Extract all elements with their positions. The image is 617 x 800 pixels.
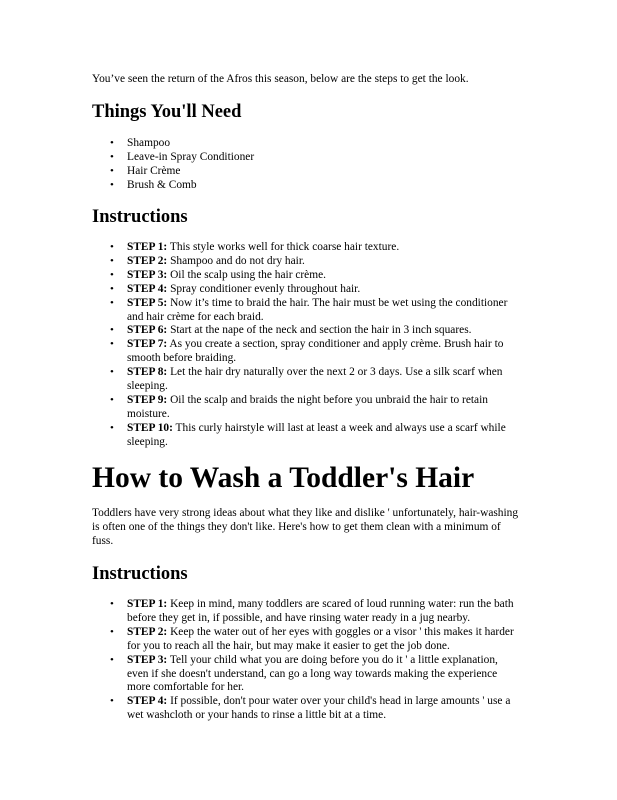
step-item [110, 255, 516, 269]
step-item [110, 241, 516, 255]
step-label: STEP 3: [127, 268, 168, 281]
step-label: STEP 4: [127, 695, 168, 708]
step-text: Tell your child what you are doing before you do it ' a little explanation, even if she doesn't understand, can go a long way towards making the experience more comfortable for her. [127, 653, 498, 694]
article-title: How to Wash a Toddler's Hair [92, 462, 475, 494]
step-text: As you create a section, spray conditioner and apply crème. Brush hair to smooth before braiding. [127, 338, 504, 365]
step-text: Start at the nape of the neck and section the hair in 3 inch squares. [170, 324, 472, 337]
instructions-list-2 [110, 598, 516, 723]
step-label: STEP 9: [127, 393, 168, 406]
step-label: STEP 5: [127, 296, 168, 309]
step-label: STEP 3: [127, 653, 168, 666]
step-label: STEP 6: [127, 324, 168, 337]
instructions-heading-2: Instructions [92, 564, 188, 584]
list-item: • Leave-in Spray Conditioner [110, 151, 380, 165]
intro-paragraph: You’ve seen the return of the Afros this season, below are the steps to get the look. [92, 73, 469, 85]
step-label: STEP 2: [127, 625, 168, 638]
step-label: STEP 7: [127, 338, 168, 351]
step-text: This curly hairstyle will last at least a week and always use a scarf while sleeping. [127, 421, 506, 448]
step-item [110, 366, 516, 394]
step-item [110, 598, 516, 626]
step-text: Spray conditioner evenly throughout hair. [170, 282, 361, 295]
step-label: STEP 8: [127, 366, 168, 379]
things-needed-list [110, 137, 380, 193]
step-item [110, 283, 516, 297]
step-text: Shampoo and do not dry hair. [170, 254, 305, 267]
step-text: Now it’s time to braid the hair. The hair must be wet using the conditioner and hair crème for each braid. [127, 296, 508, 323]
step-item [110, 394, 516, 422]
article-intro-paragraph: Toddlers have very strong ideas about what they like and dislike ' unfortunately, hair-washing is often one of the things they don't like. Here's how to get them clean with a minimum of fuss. [92, 507, 519, 547]
step-text: Keep in mind, many toddlers are scared of loud running water: run the bath before they get in, if possible, and have rinsing water ready in a jug nearby. [127, 598, 514, 624]
step-label: STEP 1: [127, 598, 168, 610]
step-item [110, 654, 516, 696]
step-label: STEP 2: [127, 254, 168, 267]
step-text: If possible, don't pour water over your child's head in large amounts ' use a wet washcloth or your hands to rinse a little bit at a time. [127, 695, 511, 722]
step-item [110, 626, 516, 654]
step-item [110, 422, 516, 450]
instructions-heading-1: Instructions [92, 207, 188, 227]
step-item [110, 269, 516, 283]
step-text: Oil the scalp using the hair crème. [170, 268, 326, 281]
step-label: STEP 4: [127, 282, 168, 295]
step-label: STEP 1: [127, 241, 168, 253]
step-item [110, 297, 516, 325]
step-item [110, 695, 516, 723]
step-text: Let the hair dry naturally over the next 2 or 3 days. Use a silk scarf when sleeping. [127, 366, 503, 393]
step-item [110, 324, 516, 338]
list-item: • Shampoo [110, 137, 380, 151]
list-item: • Brush & Comb [110, 179, 380, 193]
instructions-list-1 [110, 241, 516, 450]
step-label: STEP 10: [127, 421, 173, 434]
step-item [110, 338, 516, 366]
things-needed-heading: Things You'll Need [92, 102, 242, 122]
step-text: Oil the scalp and braids the night before you unbraid the hair to retain moisture. [127, 393, 488, 420]
step-text: This style works well for thick coarse hair texture. [169, 241, 400, 253]
step-text: Keep the water out of her eyes with goggles or a visor ' this makes it harder for you to reach all the hair, but may make it easier to get the job done. [127, 625, 514, 652]
list-item: • Hair Crème [110, 165, 380, 179]
